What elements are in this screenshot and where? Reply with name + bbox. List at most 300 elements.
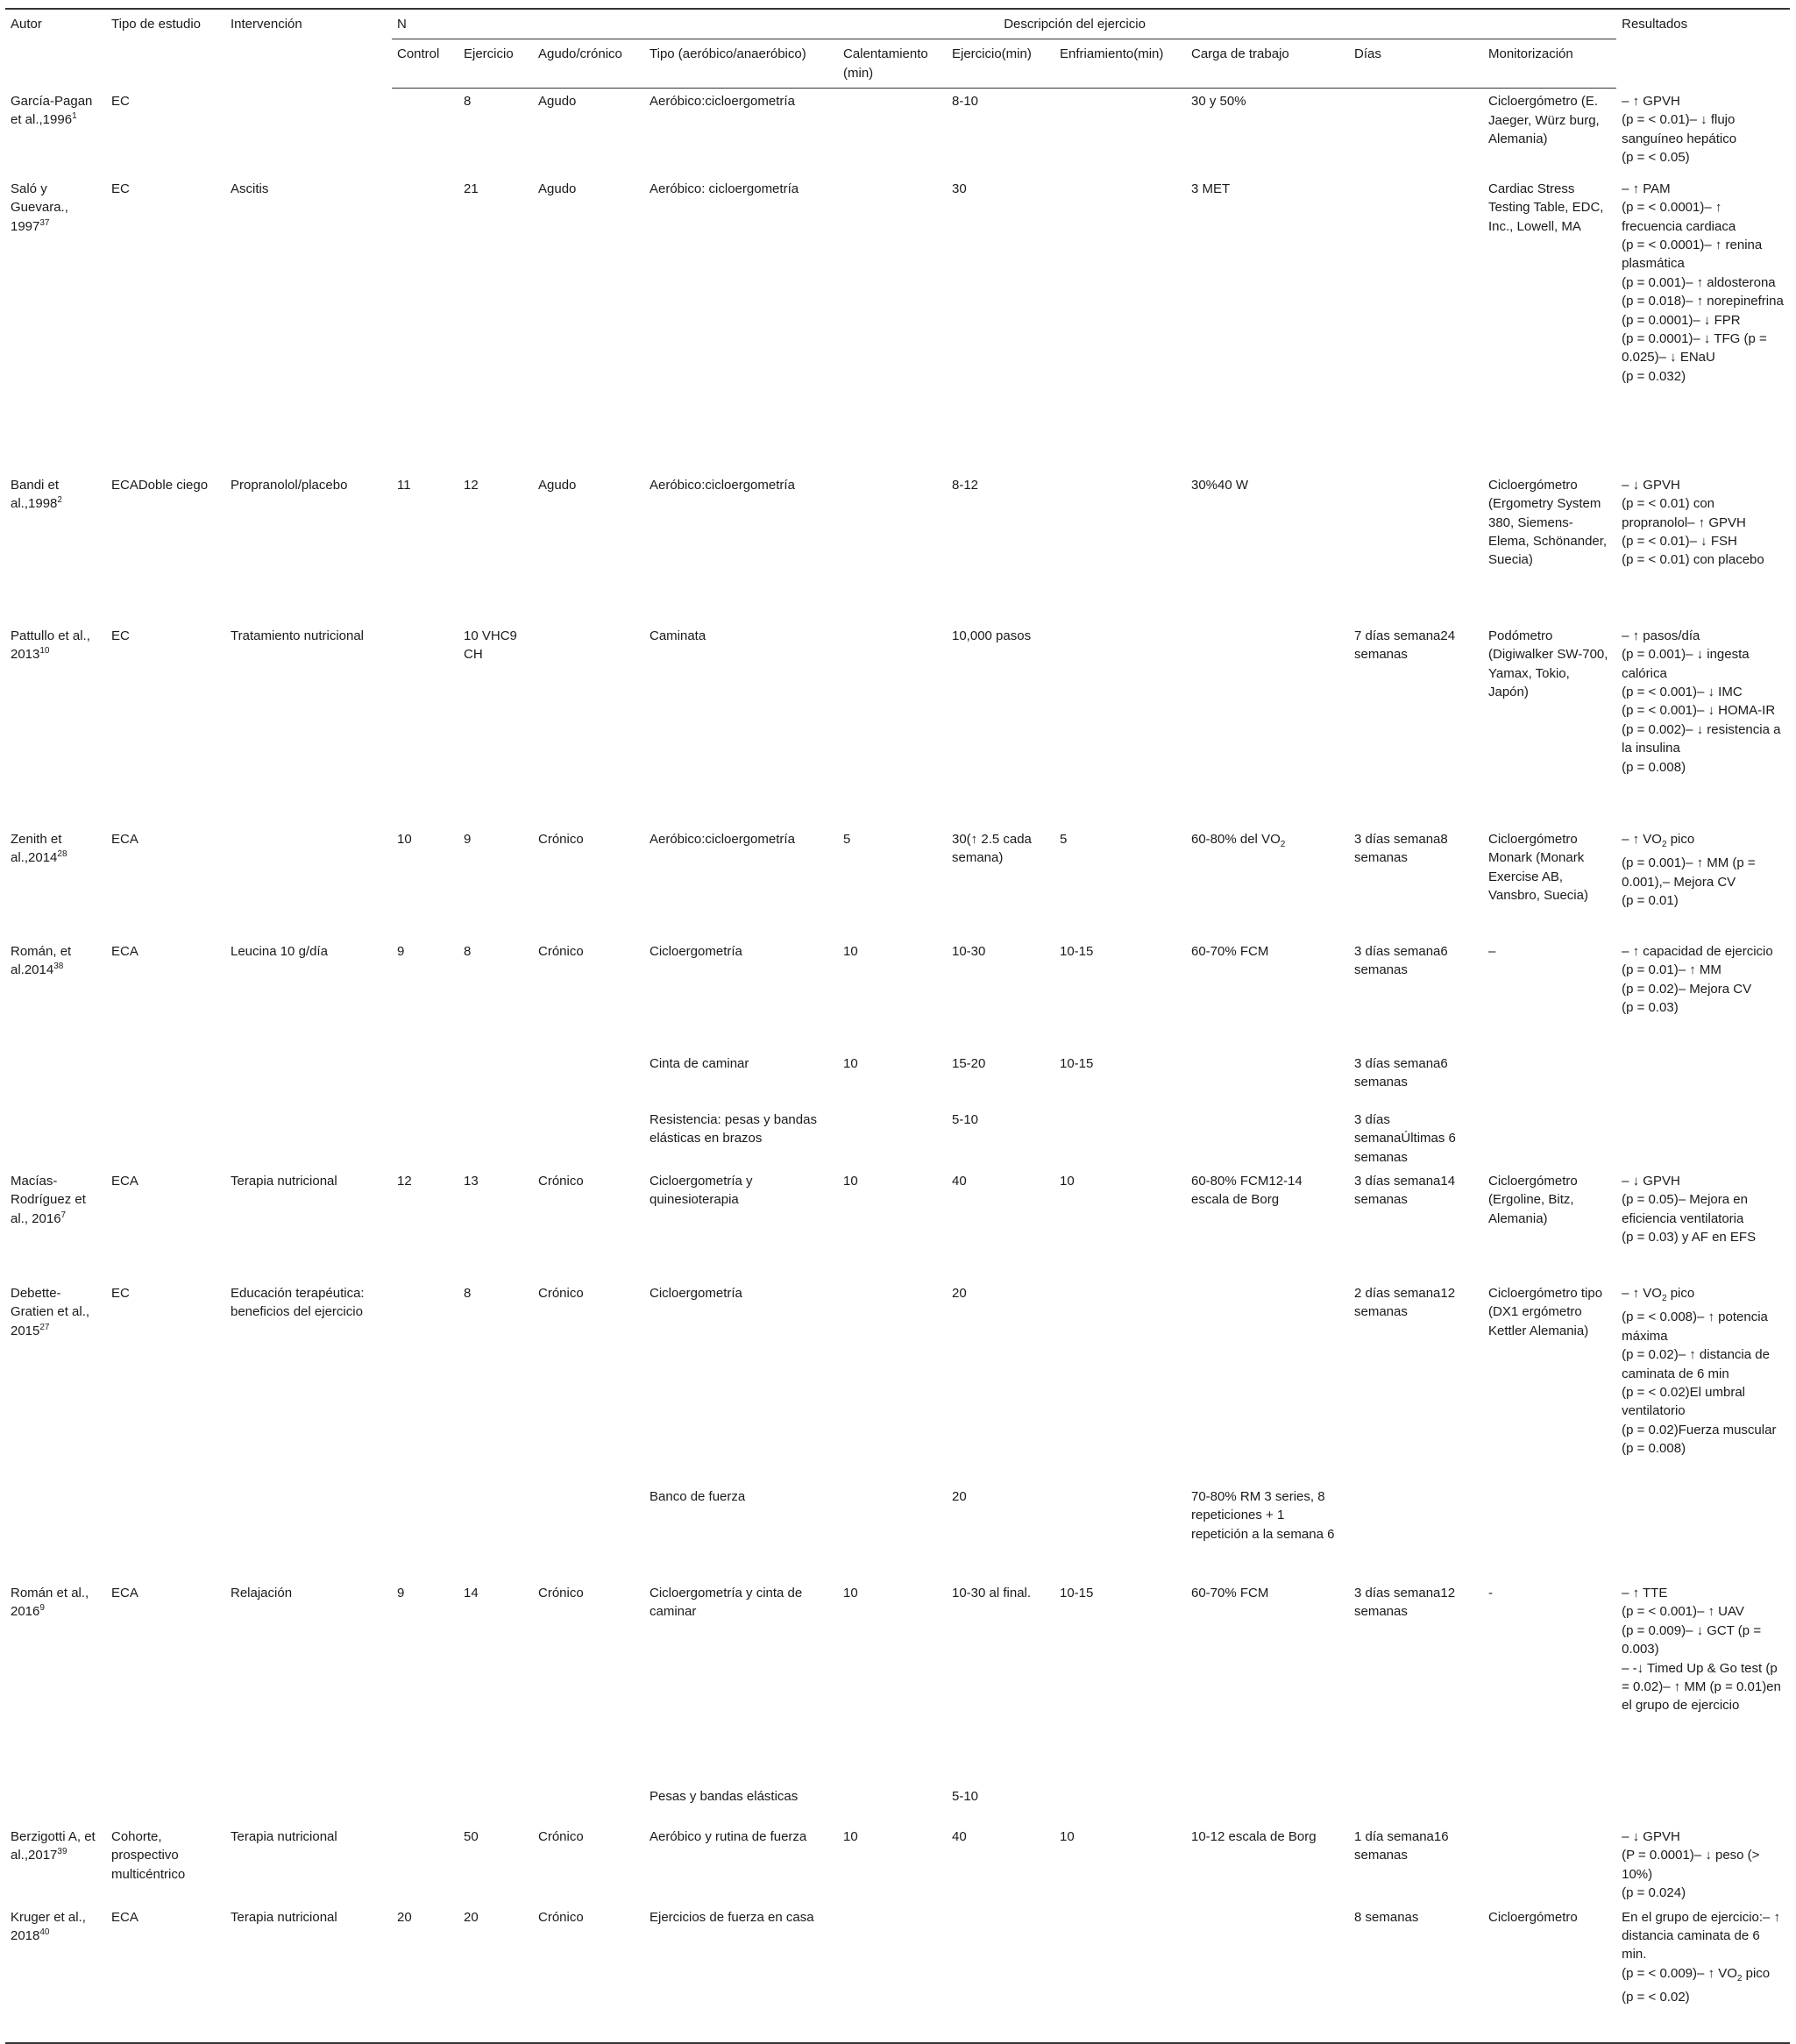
reference-number: 28 — [57, 849, 67, 860]
cell-ejercicio-min-text: 30(↑ 2.5 cada semana) — [952, 831, 1032, 866]
header-autor: Autor — [11, 17, 42, 32]
result-line: (p = < 0.01)– ↓ FSH — [1622, 533, 1737, 549]
cell-autor — [5, 1281, 106, 1484]
cell-monitorizacion — [1483, 827, 1616, 939]
header-tipo: Tipo (aeróbico/anaeróbico) — [644, 39, 838, 89]
table-row — [5, 89, 1790, 176]
cell-ejercicio-text: 8 — [464, 1285, 472, 1301]
cell-calentamiento — [838, 1281, 947, 1484]
cell-monitorizacion — [1483, 623, 1616, 827]
reference-number: 7 — [60, 1210, 67, 1220]
cell-control — [392, 623, 458, 827]
cell-tipo-estudio — [106, 1168, 225, 1281]
cell-tipo-estudio — [106, 1051, 225, 1107]
cell-monitorizacion-text: Cardiac Stress Testing Table, EDC, Inc., Lowell, MA — [1488, 181, 1604, 234]
table-row — [5, 827, 1790, 939]
cell-agudo-cronico — [533, 1107, 644, 1168]
cell-intervencion-text: Relajación — [231, 1585, 293, 1600]
cell-tipo — [644, 1905, 838, 2043]
reference-number: 27 — [39, 1322, 50, 1332]
cell-agudo-cronico-text: Crónico — [538, 1828, 584, 1844]
cell-control-text: 12 — [397, 1173, 412, 1189]
cell-monitorizacion-text: Cicloergómetro (E. Jaeger, Würz burg, Alemania) — [1488, 94, 1600, 147]
result-line: (p = < 0.008)– ↑ potencia máxima — [1622, 1309, 1768, 1344]
cell-calentamiento — [838, 939, 947, 1051]
table-row — [5, 1784, 1790, 1824]
cell-carga — [1186, 1484, 1349, 1580]
header-tipo-estudio: Tipo de estudio — [111, 17, 202, 32]
cell-enfriamiento — [1054, 472, 1186, 623]
cell-enfriamiento — [1054, 939, 1186, 1051]
reference-number: 10 — [39, 646, 50, 656]
cell-dias — [1349, 939, 1483, 1051]
cell-tipo-text: Aeróbico:cicloergometría — [650, 831, 795, 847]
cell-autor — [5, 1107, 106, 1168]
cell-tipo-estudio — [106, 472, 225, 623]
result-line: (p = 0.001)– ↑ MM (p = 0.001),– Mejora CV — [1622, 855, 1756, 890]
cell-tipo-text: Cicloergometría — [650, 943, 742, 959]
result-line: (p = 0.0001)– ↓ TFG (p = 0.025)– ↓ ENaU — [1622, 330, 1767, 366]
header-ejercicio-min: Ejercicio(min) — [947, 39, 1054, 89]
cell-agudo-cronico — [533, 939, 644, 1051]
cell-tipo-text: Aeróbico y rutina de fuerza — [650, 1828, 807, 1844]
result-line: (p = < 0.001)– ↓ HOMA-IR — [1622, 703, 1776, 719]
cell-tipo-text: Resistencia: pesas y bandas elásticas en brazos — [650, 1111, 817, 1146]
header-calentamiento: Calentamiento (min) — [838, 39, 947, 89]
cell-ejercicio-min-text: 30 — [952, 181, 967, 196]
result-line: (P = 0.0001)– ↓ peso (> 10%) — [1622, 1848, 1760, 1882]
cell-enfriamiento — [1054, 176, 1186, 472]
cell-intervencion-text: Ascitis — [231, 181, 269, 196]
table-row — [5, 1168, 1790, 1281]
cell-tipo — [644, 1580, 838, 1784]
cell-control — [392, 1824, 458, 1905]
cell-ejercicio — [458, 827, 533, 939]
table-body — [5, 89, 1790, 2043]
result-line: – ↑ $VO_2$ pico — [1622, 1285, 1695, 1303]
cell-monitorizacion-text: Cicloergómetro (Ergometry System 380, Siemens-Elema, Schönander, Suecia) — [1488, 477, 1608, 568]
result-line: – ↑ TTE — [1622, 1585, 1668, 1600]
header-n: N — [392, 9, 533, 39]
cell-tipo-estudio — [106, 1824, 225, 1905]
cell-enfriamiento — [1054, 1580, 1186, 1784]
cell-ejercicio-text: 50 — [464, 1828, 479, 1844]
cell-dias — [1349, 623, 1483, 827]
cell-carga — [1186, 1168, 1349, 1281]
cell-agudo-cronico — [533, 1580, 644, 1784]
cell-monitorizacion-text: Podómetro (Digiwalker SW-700, Yamax, Tokio, Japón) — [1488, 628, 1608, 699]
cell-enfriamiento-text: 10-15 — [1060, 943, 1094, 959]
author-name: Kruger et al., 2018 — [11, 1909, 86, 1943]
cell-ejercicio-min-text: 5-10 — [952, 1111, 979, 1127]
cell-ejercicio — [458, 1051, 533, 1107]
cell-control — [392, 1168, 458, 1281]
result-line: (p = 0.001)– ↓ ingesta calórica — [1622, 647, 1750, 681]
cell-calentamiento — [838, 1784, 947, 1824]
cell-enfriamiento — [1054, 1905, 1186, 2043]
cell-resultados — [1616, 827, 1790, 939]
cell-ejercicio-min — [947, 472, 1054, 623]
cell-dias — [1349, 1784, 1483, 1824]
cell-control-text: 9 — [397, 1585, 405, 1600]
cell-tipo-text: Ejercicios de fuerza en casa — [650, 1909, 814, 1925]
cell-carga — [1186, 939, 1349, 1051]
cell-tipo-estudio-text: ECA — [111, 1173, 138, 1189]
cell-intervencion-text: Terapia nutricional — [231, 1909, 337, 1925]
cell-ejercicio-min — [947, 176, 1054, 472]
cell-calentamiento — [838, 1905, 947, 2043]
result-line: – ↑ pasos/día — [1622, 628, 1700, 643]
cell-autor — [5, 827, 106, 939]
cell-agudo-cronico — [533, 1051, 644, 1107]
cell-ejercicio-min-text: 20 — [952, 1488, 967, 1504]
table-row — [5, 1905, 1790, 2043]
author-name: Macías-Rodríguez et al., 2016 — [11, 1173, 86, 1226]
header-dias: Días — [1349, 39, 1483, 89]
author-name: Román et al., 2016 — [11, 1585, 89, 1620]
cell-agudo-cronico-text: Crónico — [538, 831, 584, 847]
header-control: Control — [392, 39, 458, 89]
cell-carga-text: 30 y 50% — [1191, 94, 1246, 110]
cell-carga — [1186, 1580, 1349, 1784]
result-line: (p = 0.009)– ↓ GCT (p = 0.003) — [1622, 1622, 1762, 1657]
cell-monitorizacion — [1483, 1484, 1616, 1580]
cell-monitorizacion — [1483, 472, 1616, 623]
cell-resultados — [1616, 1824, 1790, 1905]
author-name: Zenith et al.,2014 — [11, 831, 62, 866]
table-row — [5, 1824, 1790, 1905]
cell-ejercicio — [458, 1281, 533, 1484]
cell-tipo — [644, 1824, 838, 1905]
cell-calentamiento — [838, 827, 947, 939]
cell-intervencion — [225, 1905, 392, 2043]
cell-calentamiento — [838, 472, 947, 623]
cell-ejercicio — [458, 1168, 533, 1281]
cell-resultados — [1616, 1051, 1790, 1107]
cell-intervencion-text: Leucina 10 g/día — [231, 943, 328, 959]
reference-number: 2 — [57, 495, 62, 506]
cell-monitorizacion — [1483, 1784, 1616, 1824]
cell-tipo-text: Aeróbico: cicloergometría — [650, 181, 799, 196]
cell-intervencion — [225, 1484, 392, 1580]
result-line: (p = 0.001)– ↑ aldosterona — [1622, 274, 1776, 290]
cell-ejercicio-text: 21 — [464, 181, 479, 196]
cell-control-text: 11 — [397, 477, 411, 493]
cell-dias-text: 3 días semana8 semanas — [1354, 831, 1448, 866]
cell-resultados — [1616, 1580, 1790, 1784]
cell-control-text: 10 — [397, 831, 412, 847]
result-line: (p = 0.002)– ↓ resistencia a la insulina — [1622, 721, 1781, 756]
cell-ejercicio-min — [947, 1905, 1054, 2043]
cell-tipo — [644, 623, 838, 827]
cell-monitorizacion-text: – — [1488, 943, 1496, 959]
reference-number: 1 — [72, 111, 77, 122]
cell-enfriamiento-text: 10 — [1060, 1828, 1075, 1844]
cell-carga-text: 10-12 escala de Borg — [1191, 1828, 1317, 1844]
cell-intervencion-text: Educación terapéutica: beneficios del ejercicio — [231, 1285, 365, 1320]
cell-control — [392, 1905, 458, 2043]
result-line: (p = < 0.02)El umbral ventilatorio — [1622, 1384, 1746, 1419]
cell-carga — [1186, 1281, 1349, 1484]
result-line: – ↓ GPVH — [1622, 1828, 1680, 1844]
cell-agudo-cronico-text: Crónico — [538, 943, 584, 959]
cell-ejercicio-min-text: 15-20 — [952, 1055, 986, 1071]
cell-calentamiento-text: 10 — [843, 1173, 858, 1189]
cell-ejercicio-min — [947, 1784, 1054, 1824]
cell-ejercicio-min — [947, 827, 1054, 939]
cell-tipo — [644, 89, 838, 176]
result-line: (p = < 0.009)– ↑ $VO_2$ pico — [1622, 1965, 1771, 1984]
cell-calentamiento-text: 10 — [843, 1828, 858, 1844]
cell-intervencion — [225, 1784, 392, 1824]
cell-enfriamiento — [1054, 1051, 1186, 1107]
author-name: Saló y Guevara., 1997 — [11, 181, 68, 234]
cell-dias-text: 8 semanas — [1354, 1909, 1419, 1925]
cell-tipo-estudio-text: ECA — [111, 943, 138, 959]
cell-carga — [1186, 1784, 1349, 1824]
result-line: (p = 0.01)– ↑ MM — [1622, 962, 1721, 978]
cell-calentamiento-text: 10 — [843, 1055, 858, 1071]
cell-control-text: 9 — [397, 943, 405, 959]
cell-agudo-cronico — [533, 472, 644, 623]
cell-control — [392, 472, 458, 623]
header-ejercicio: Ejercicio — [458, 39, 533, 89]
table-row — [5, 176, 1790, 472]
cell-calentamiento — [838, 623, 947, 827]
cell-enfriamiento-text: 5 — [1060, 831, 1068, 847]
cell-enfriamiento — [1054, 1107, 1186, 1168]
cell-carga-text: 60-70% FCM — [1191, 943, 1269, 959]
cell-enfriamiento-text: 10-15 — [1060, 1585, 1094, 1600]
cell-tipo-estudio-text: EC — [111, 1285, 130, 1301]
cell-autor — [5, 1580, 106, 1784]
cell-tipo-text: Aeróbico:cicloergometría — [650, 94, 795, 110]
cell-tipo-estudio-text: ECADoble ciego — [111, 477, 209, 493]
author-name: Pattullo et al., 2013 — [11, 628, 90, 663]
cell-dias — [1349, 89, 1483, 176]
cell-autor — [5, 623, 106, 827]
cell-calentamiento — [838, 1484, 947, 1580]
cell-ejercicio-min-text: 8-12 — [952, 477, 979, 493]
cell-ejercicio — [458, 89, 533, 176]
cell-tipo — [644, 1281, 838, 1484]
cell-ejercicio-min — [947, 1580, 1054, 1784]
cell-tipo-text: Banco de fuerza — [650, 1488, 746, 1504]
cell-tipo-text: Cicloergometría — [650, 1285, 742, 1301]
cell-monitorizacion-text: - — [1488, 1585, 1493, 1600]
cell-autor — [5, 1484, 106, 1580]
cell-autor — [5, 1051, 106, 1107]
result-line: (p = < 0.01) con propranolol– ↑ GPVH — [1622, 496, 1746, 530]
cell-control-text: 20 — [397, 1909, 412, 1925]
reference-number: 40 — [39, 1927, 50, 1937]
cell-calentamiento — [838, 1824, 947, 1905]
cell-tipo — [644, 1107, 838, 1168]
author-name: García-Pagan et al.,1996 — [11, 93, 93, 128]
cell-ejercicio-min — [947, 623, 1054, 827]
result-line: (p = 0.018)– ↑ norepinefrina — [1622, 294, 1784, 309]
cell-dias — [1349, 827, 1483, 939]
cell-calentamiento — [838, 1107, 947, 1168]
cell-tipo-text: Pesas y bandas elásticas — [650, 1788, 799, 1804]
cell-ejercicio-min — [947, 939, 1054, 1051]
reference-number: 37 — [39, 217, 50, 228]
cell-carga — [1186, 176, 1349, 472]
cell-ejercicio — [458, 1580, 533, 1784]
table-row — [5, 1580, 1790, 1784]
cell-agudo-cronico — [533, 1905, 644, 2043]
cell-resultados — [1616, 623, 1790, 827]
cell-carga — [1186, 89, 1349, 176]
cell-dias-text: 3 días semanaÚltimas 6 semanas — [1354, 1111, 1456, 1165]
author-name: Bandi et al.,1998 — [11, 477, 60, 512]
cell-enfriamiento — [1054, 1168, 1186, 1281]
cell-ejercicio-text: 20 — [464, 1909, 479, 1925]
cell-tipo-estudio-text: EC — [111, 181, 130, 196]
cell-ejercicio — [458, 939, 533, 1051]
cell-ejercicio — [458, 1905, 533, 2043]
cell-agudo-cronico — [533, 1824, 644, 1905]
cell-carga-text: 70-80% RM 3 series, 8 repeticiones + 1 repetición a la semana 6 — [1191, 1488, 1335, 1542]
cell-ejercicio — [458, 623, 533, 827]
cell-dias — [1349, 1580, 1483, 1784]
cell-carga-text: 60-80% del $VO_2$ — [1191, 831, 1286, 849]
cell-ejercicio — [458, 1107, 533, 1168]
cell-tipo-estudio-text: ECA — [111, 1585, 138, 1600]
cell-intervencion — [225, 1168, 392, 1281]
cell-monitorizacion — [1483, 939, 1616, 1051]
cell-agudo-cronico-text: Agudo — [538, 181, 577, 196]
cell-autor — [5, 89, 106, 176]
cell-resultados — [1616, 1484, 1790, 1580]
cell-dias — [1349, 1824, 1483, 1905]
cell-control — [392, 176, 458, 472]
cell-calentamiento — [838, 89, 947, 176]
cell-calentamiento — [838, 1051, 947, 1107]
cell-resultados — [1616, 939, 1790, 1051]
cell-monitorizacion — [1483, 1107, 1616, 1168]
cell-control — [392, 939, 458, 1051]
table-row — [5, 472, 1790, 623]
cell-monitorizacion — [1483, 176, 1616, 472]
cell-carga — [1186, 1051, 1349, 1107]
cell-tipo-estudio — [106, 1484, 225, 1580]
cell-autor — [5, 176, 106, 472]
result-line: (p = 0.008) — [1622, 759, 1686, 775]
cell-tipo-estudio — [106, 1281, 225, 1484]
cell-intervencion — [225, 1580, 392, 1784]
cell-tipo-estudio-text: ECA — [111, 831, 138, 847]
cell-dias — [1349, 1051, 1483, 1107]
result-line: (p = 0.032) — [1622, 368, 1686, 384]
cell-control — [392, 827, 458, 939]
cell-carga — [1186, 623, 1349, 827]
result-line: (p = 0.03) y AF en EFS — [1622, 1230, 1757, 1246]
cell-carga — [1186, 827, 1349, 939]
cell-enfriamiento — [1054, 1484, 1186, 1580]
cell-tipo — [644, 939, 838, 1051]
header-descripcion: Descripción del ejercicio — [533, 9, 1616, 39]
cell-agudo-cronico-text: Crónico — [538, 1173, 584, 1189]
cell-tipo — [644, 472, 838, 623]
cell-ejercicio-min-text: 5-10 — [952, 1788, 979, 1804]
cell-carga-text: 3 MET — [1191, 181, 1231, 196]
cell-monitorizacion-text: Cicloergómetro (Ergoline, Bitz, Alemania) — [1488, 1173, 1578, 1226]
cell-resultados — [1616, 1905, 1790, 2043]
cell-tipo — [644, 1784, 838, 1824]
cell-intervencion — [225, 1824, 392, 1905]
cell-intervencion — [225, 1107, 392, 1168]
header-agudo-cronico: Agudo/crónico — [533, 39, 644, 89]
cell-tipo-estudio-text: EC — [111, 628, 130, 643]
result-line: (p = < 0.001)– ↑ UAV — [1622, 1604, 1744, 1620]
cell-monitorizacion — [1483, 89, 1616, 176]
cell-dias-text: 3 días semana6 semanas — [1354, 943, 1448, 978]
cell-enfriamiento-text: 10-15 — [1060, 1055, 1094, 1071]
cell-carga — [1186, 1905, 1349, 2043]
cell-control — [392, 1580, 458, 1784]
cell-dias — [1349, 1905, 1483, 2043]
cell-agudo-cronico — [533, 1484, 644, 1580]
cell-monitorizacion — [1483, 1824, 1616, 1905]
cell-ejercicio-min — [947, 1168, 1054, 1281]
reference-number: 39 — [57, 1847, 67, 1857]
cell-intervencion-text: Terapia nutricional — [231, 1828, 337, 1844]
cell-monitorizacion — [1483, 1051, 1616, 1107]
cell-tipo-text: Cicloergometría y quinesioterapia — [650, 1173, 753, 1208]
author-name: Berzigotti A, et al.,2017 — [11, 1828, 96, 1863]
cell-intervencion — [225, 827, 392, 939]
cell-dias-text: 3 días semana12 semanas — [1354, 1585, 1456, 1620]
cell-monitorizacion — [1483, 1281, 1616, 1484]
cell-carga — [1186, 472, 1349, 623]
cell-ejercicio — [458, 472, 533, 623]
cell-autor — [5, 1905, 106, 2043]
cell-calentamiento-text: 5 — [843, 831, 851, 847]
cell-dias-text: 2 días semana12 semanas — [1354, 1285, 1456, 1320]
cell-calentamiento — [838, 1168, 947, 1281]
result-line: En el grupo de ejercicio:– ↑ distancia caminata de 6 min. — [1622, 1909, 1781, 1962]
cell-dias — [1349, 1107, 1483, 1168]
cell-dias-text: 3 días semana6 semanas — [1354, 1055, 1448, 1090]
cell-resultados — [1616, 176, 1790, 472]
result-line: – ↑ $VO_2$ pico — [1622, 831, 1695, 849]
cell-tipo-estudio — [106, 176, 225, 472]
cell-intervencion — [225, 623, 392, 827]
result-line: (p = < 0.02) — [1622, 1990, 1690, 2005]
cell-carga — [1186, 1107, 1349, 1168]
cell-tipo — [644, 1168, 838, 1281]
cell-intervencion-text: Propranolol/placebo — [231, 477, 348, 493]
cell-agudo-cronico-text: Crónico — [538, 1285, 584, 1301]
cell-agudo-cronico-text: Agudo — [538, 477, 577, 493]
cell-agudo-cronico — [533, 827, 644, 939]
cell-ejercicio-min — [947, 1107, 1054, 1168]
cell-dias — [1349, 472, 1483, 623]
result-line: (p = 0.02)– Mejora CV — [1622, 981, 1752, 997]
cell-tipo-text: Cinta de caminar — [650, 1055, 749, 1071]
cell-enfriamiento — [1054, 1824, 1186, 1905]
result-line: – ↑ PAM — [1622, 181, 1671, 196]
result-line: (p = 0.0001)– ↓ FPR — [1622, 312, 1741, 328]
cell-agudo-cronico — [533, 623, 644, 827]
cell-agudo-cronico-text: Agudo — [538, 94, 577, 110]
cell-ejercicio-min — [947, 1484, 1054, 1580]
result-line: (p = 0.008) — [1622, 1441, 1686, 1457]
cell-carga-text: 60-80% FCM12-14 escala de Borg — [1191, 1173, 1303, 1208]
cell-enfriamiento — [1054, 1281, 1186, 1484]
cell-tipo-estudio-text: Cohorte, prospectivo multicéntrico — [111, 1828, 186, 1882]
